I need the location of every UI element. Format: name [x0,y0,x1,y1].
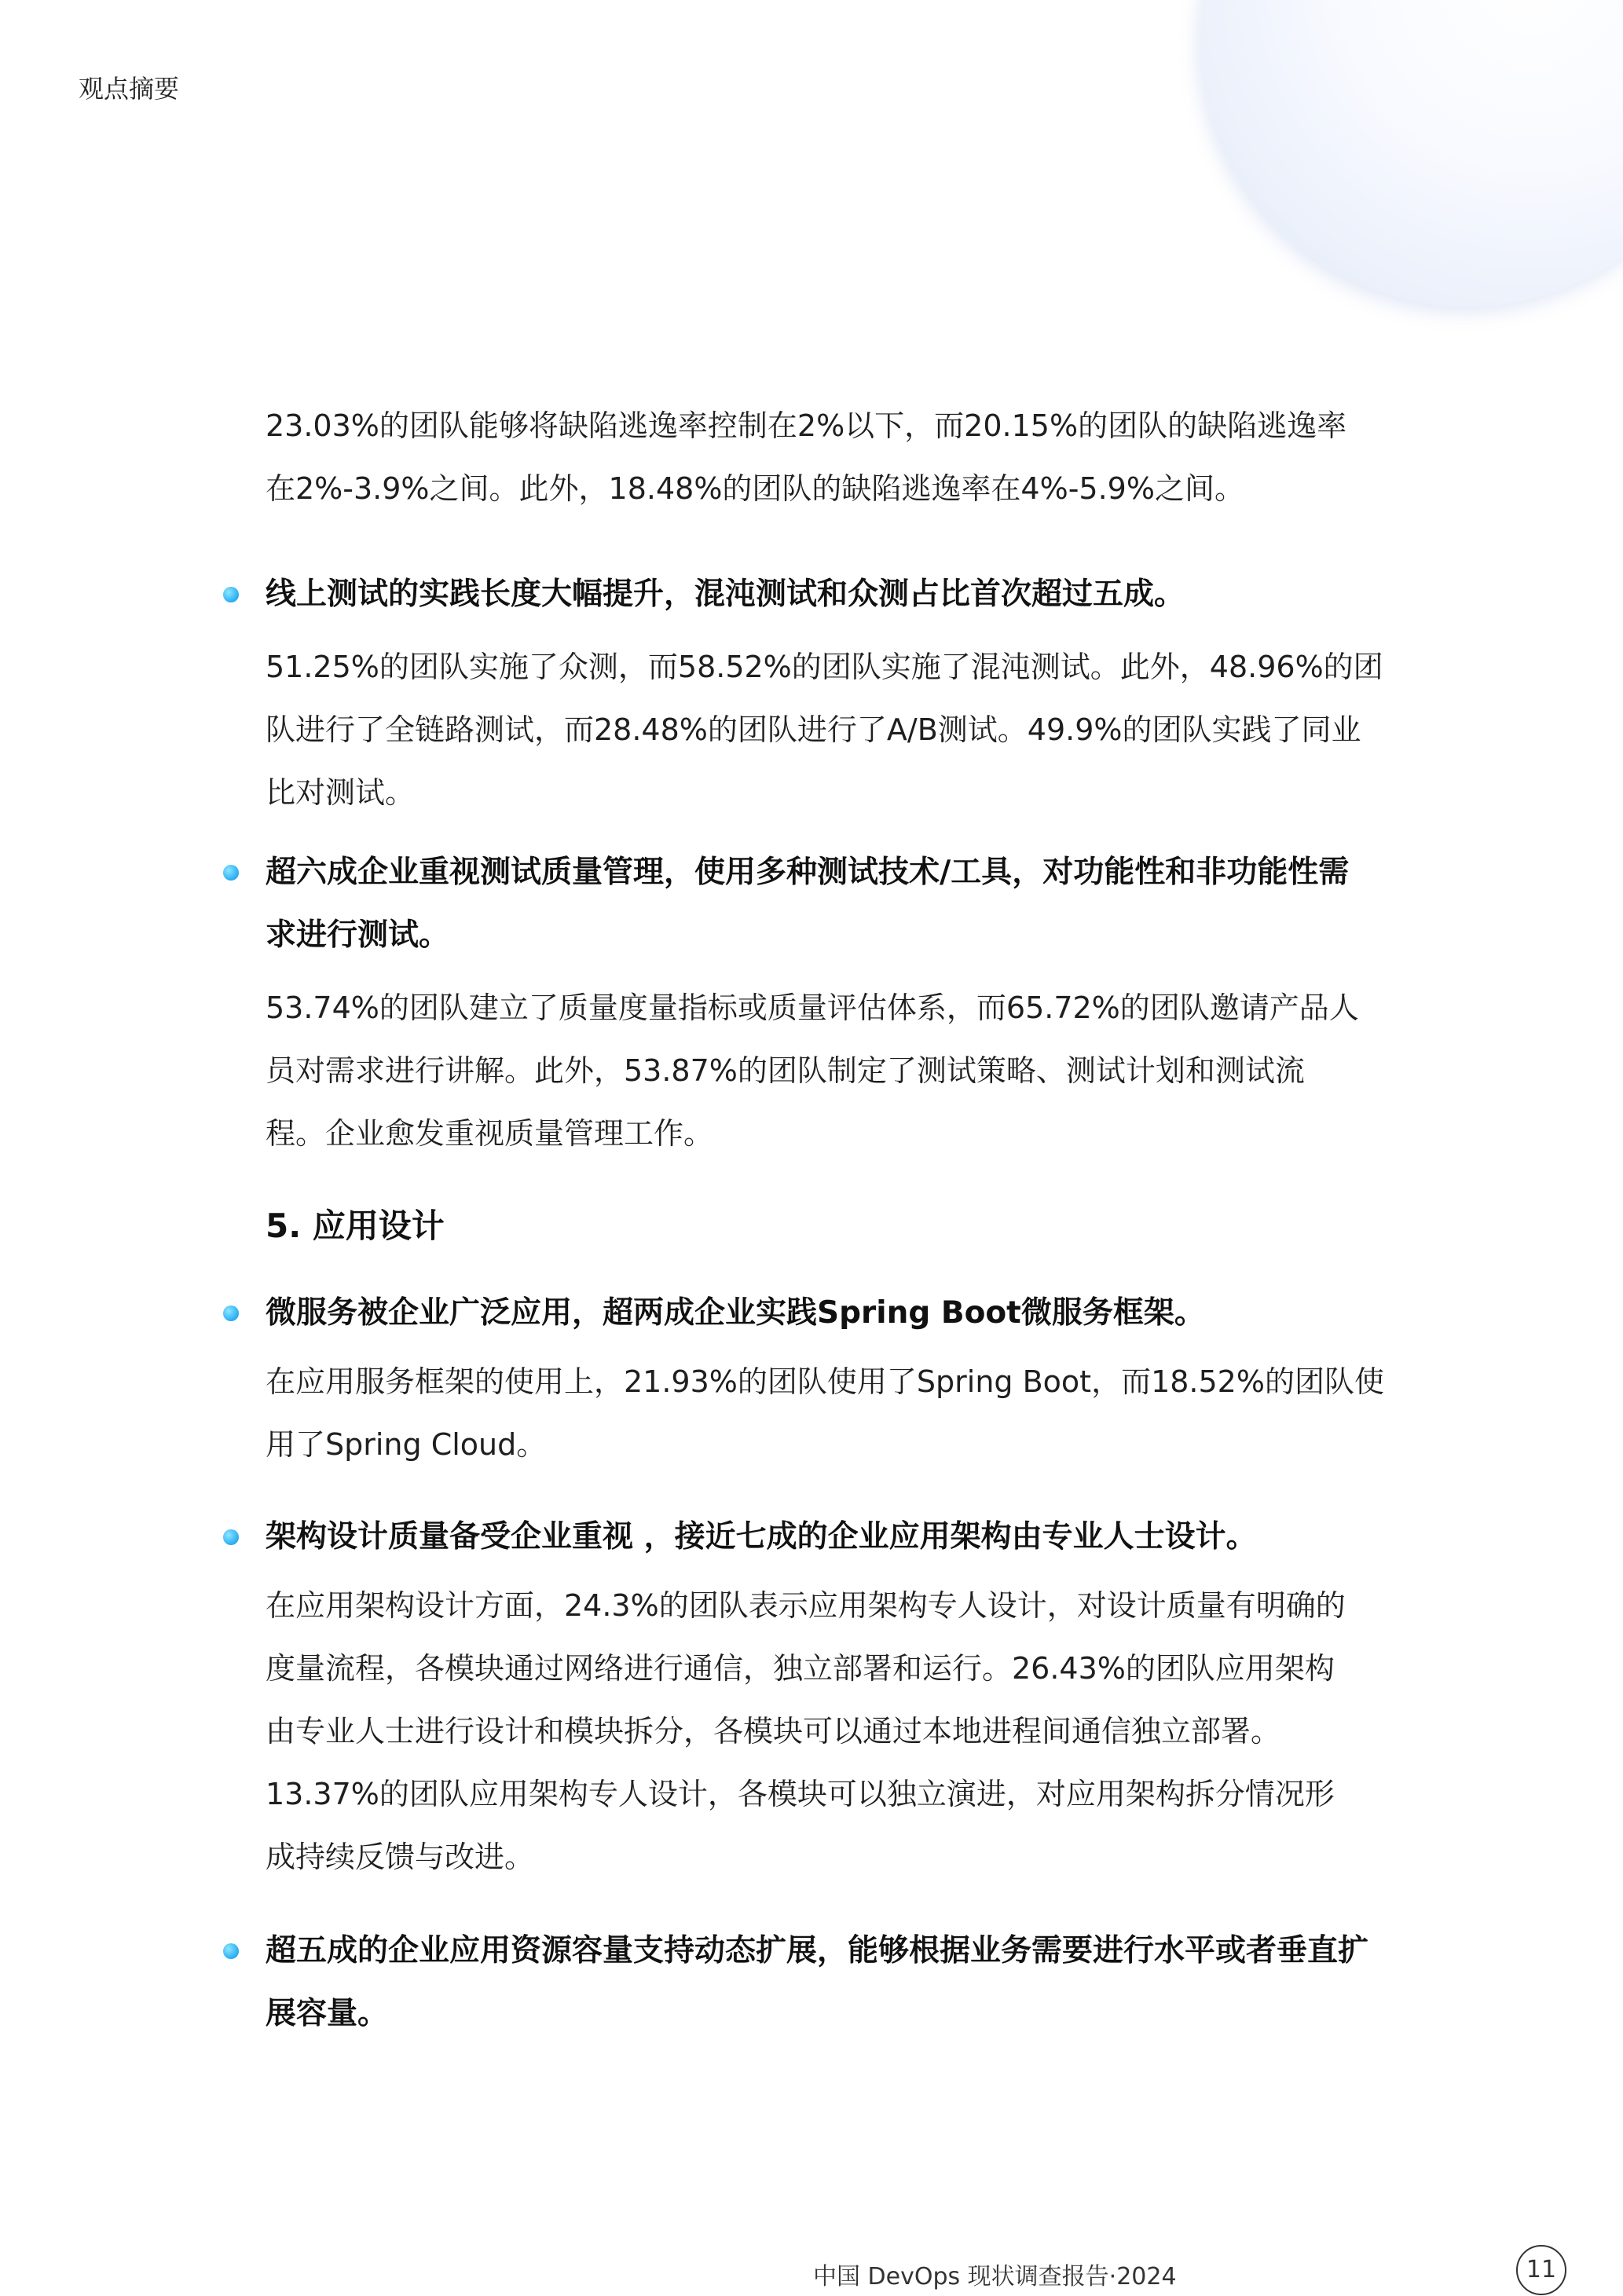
bullet-body-online-testing [266,635,1405,824]
text-line: 微服务被企业广泛应用，超两成企业实践Spring Boot微服务框架。 [266,1295,1205,1331]
section-heading: 5. 应用设计 [266,1207,445,1245]
text-line: 线上测试的实践长度大幅提升，混沌测试和众测占比首次超过五成。 [266,577,1185,612]
text-line: 在应用服务框架的使用上，21.93%的团队使用了Spring Boot，而18.52%的团队使 [266,1364,1384,1399]
text-line: 53.74%的团队建立了质量度量指标或质量评估体系，而65.72%的团队邀请产品人 [266,991,1359,1025]
bullet-body-quality-management [266,976,1405,1165]
bullet-heading-quality-management [266,841,1405,967]
text-line: 度量流程，各模块通过网络进行通信，独立部署和运行。26.43%的团队应用架构 [266,1651,1335,1686]
decorative-circle [1200,0,1623,306]
text-line: 员对需求进行讲解。此外，53.87%的团队制定了测试策略、测试计划和测试流 [266,1053,1305,1088]
text-line: 队进行了全链路测试，而28.48%的团队进行了A/B测试。49.9%的团队实践了同业 [266,712,1361,747]
bullet-dot-icon [223,587,239,602]
text-line: 在应用架构设计方面，24.3%的团队表示应用架构专人设计，对设计质量有明确的 [266,1588,1346,1623]
bullet-heading-resource-capacity [266,1920,1405,2045]
bullet-heading-online-testing [266,563,1405,626]
text-line: 比对测试。 [266,775,416,810]
text-line: 在2%-3.9%之间。此外，18.48%的团队的缺陷逃逸率在4%-5.9%之间。 [266,471,1244,506]
bullet-body-architecture [266,1574,1405,1888]
bullet-dot-icon [223,1529,239,1545]
text-line: 成持续反馈与改进。 [266,1840,535,1874]
section-label: 观点摘要 [79,74,180,104]
bullet-dot-icon [223,1305,239,1321]
bullet-heading-microservices [266,1282,1405,1345]
page-number: 11 [1516,2245,1566,2295]
bullet-dot-icon [223,1943,239,1959]
text-line: 由专业人士进行设计和模块拆分，各模块可以通过本地进程间通信独立部署。 [266,1714,1281,1749]
paragraph [266,394,1405,520]
text-line: 超六成企业重视测试质量管理，使用多种测试技术/工具，对功能性和非功能性需 [266,855,1350,890]
bullet-heading-architecture [266,1506,1405,1569]
text-line: 13.37%的团队应用架构专人设计，各模块可以独立演进，对应用架构拆分情况形 [266,1777,1335,1811]
text-line: 用了Spring Cloud。 [266,1427,547,1462]
text-line: 展容量。 [266,1996,389,2031]
text-line: 求进行测试。 [266,917,450,953]
bullet-body-microservices [266,1350,1405,1476]
bullet-dot-icon [223,865,239,881]
text-line: 超五成的企业应用资源容量支持动态扩展，能够根据业务需要进行水平或者垂直扩 [266,1933,1369,1968]
text-line: 23.03%的团队能够将缺陷逃逸率控制在2%以下，而20.15%的团队的缺陷逃逸率 [266,408,1347,443]
text-line: 程。企业愈发重视质量管理工作。 [266,1116,714,1151]
footer-report-title: 中国 DevOps 现状调查报告·2024 [813,2263,1177,2291]
text-line: 51.25%的团队实施了众测，而58.52%的团队实施了混沌测试。此外，48.96%的团 [266,650,1383,684]
text-line: 架构设计质量备受企业重视 ，接近七成的企业应用架构由专业人士设计。 [266,1519,1257,1554]
